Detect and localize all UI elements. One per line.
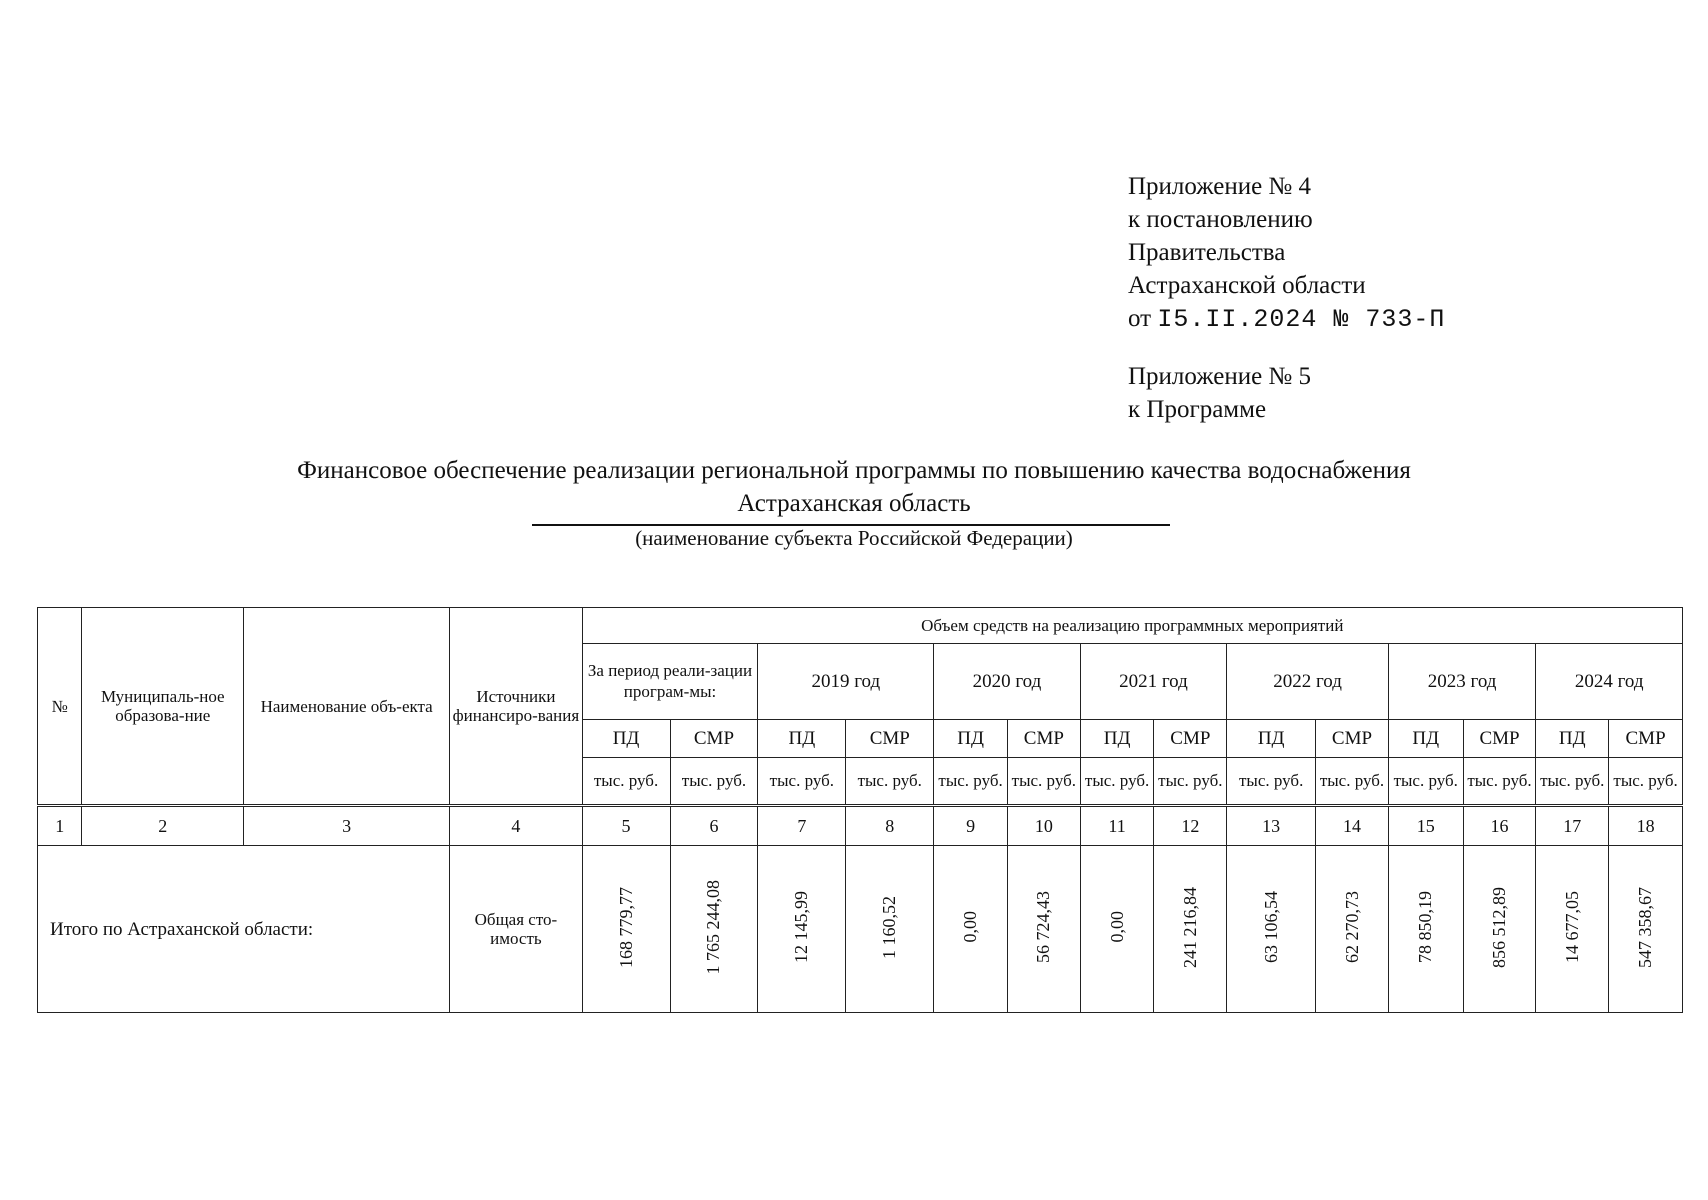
header-smr: СМР (1316, 719, 1389, 757)
column-number: 3 (244, 806, 450, 846)
total-value-2021-pd (1080, 846, 1154, 1013)
header-object: Наименование объ-екта (244, 608, 450, 806)
header-year-2024: 2024 год (1536, 643, 1683, 719)
header-smr: СМР (1609, 719, 1683, 757)
total-value: 241 216,84 (1179, 886, 1200, 968)
header-num: № (38, 608, 82, 806)
column-number: 2 (82, 806, 244, 846)
header-unit: тыс. руб. (1463, 757, 1536, 806)
header-municipality: Муниципаль-ное образова-ние (82, 608, 244, 806)
header-pd: ПД (1080, 719, 1154, 757)
appendix-4-line3: Правительства (1128, 239, 1286, 266)
header-unit: тыс. руб. (1316, 757, 1389, 806)
total-value-period-smr (670, 846, 758, 1013)
column-number: 14 (1316, 806, 1389, 846)
header-period: За период реали-зации програм-мы: (582, 643, 758, 719)
header-pd: ПД (1227, 719, 1316, 757)
header-pd: ПД (934, 719, 1008, 757)
column-number-row (38, 806, 1683, 846)
column-number: 7 (758, 806, 846, 846)
total-value: 0,00 (960, 911, 981, 943)
total-value-2024-smr (1609, 846, 1683, 1013)
total-row (38, 846, 1683, 1013)
appendix-4-block (1128, 170, 1445, 336)
header-smr: СМР (846, 719, 934, 757)
column-number: 8 (846, 806, 934, 846)
date-prefix: от (1128, 305, 1152, 332)
header-unit: тыс. руб. (1388, 757, 1463, 806)
total-source: Общая сто-имость (450, 846, 582, 1013)
total-value-2020-pd (934, 846, 1008, 1013)
header-year-2019: 2019 год (758, 643, 934, 719)
header-pd: ПД (1536, 719, 1609, 757)
header-unit: тыс. руб. (1154, 757, 1227, 806)
total-value: 1 765 244,08 (703, 879, 724, 975)
header-year-2022: 2022 год (1227, 643, 1389, 719)
header-unit: тыс. руб. (934, 757, 1008, 806)
header-smr: СМР (1463, 719, 1536, 757)
total-value: 78 850,19 (1415, 891, 1436, 964)
appendix-4-title: Приложение № 4 (1128, 173, 1312, 200)
appendix-5-block (1128, 360, 1311, 426)
header-unit: тыс. руб. (1227, 757, 1316, 806)
total-value-2019-smr (846, 846, 934, 1013)
column-number: 10 (1007, 806, 1080, 846)
column-number: 11 (1080, 806, 1154, 846)
column-number: 1 (38, 806, 82, 846)
total-value: 14 677,05 (1561, 891, 1582, 964)
header-unit: тыс. руб. (582, 757, 670, 806)
appendix-5-line2: к Программе (1128, 396, 1267, 423)
total-value: 168 779,77 (615, 886, 636, 968)
financing-table (37, 607, 1683, 1013)
total-label: Итого по Астраханской области: (38, 846, 450, 1013)
appendix-4-line2: к постановлению (1128, 206, 1313, 233)
total-value: 1 160,52 (879, 895, 900, 959)
total-value: 62 270,73 (1341, 891, 1362, 964)
column-number: 9 (934, 806, 1008, 846)
header-smr: СМР (1007, 719, 1080, 757)
column-number: 17 (1536, 806, 1609, 846)
total-value: 547 358,67 (1635, 886, 1656, 968)
total-value-2021-smr (1154, 846, 1227, 1013)
subject-name: Астраханская область (737, 490, 971, 517)
total-value: 63 106,54 (1260, 891, 1281, 964)
header-unit: тыс. руб. (1609, 757, 1683, 806)
header-year-2023: 2023 год (1388, 643, 1536, 719)
subject-caption: (наименование субъекта Российской Федерации) (635, 526, 1073, 550)
column-number: 12 (1154, 806, 1227, 846)
appendix-4-date (1128, 302, 1445, 336)
total-value-2022-smr (1316, 846, 1389, 1013)
total-value-2023-pd (1388, 846, 1463, 1013)
total-value-2023-smr (1463, 846, 1536, 1013)
column-number: 15 (1388, 806, 1463, 846)
total-value-2024-pd (1536, 846, 1609, 1013)
total-value: 0,00 (1106, 911, 1127, 943)
header-unit: тыс. руб. (846, 757, 934, 806)
total-value: 56 724,43 (1033, 891, 1054, 964)
header-unit: тыс. руб. (1536, 757, 1609, 806)
header-pd: ПД (582, 719, 670, 757)
header-smr: СМР (670, 719, 758, 757)
appendix-5-title: Приложение № 5 (1128, 363, 1312, 390)
column-number: 13 (1227, 806, 1316, 846)
header-unit: тыс. руб. (1080, 757, 1154, 806)
header-unit: тыс. руб. (1007, 757, 1080, 806)
header-year-2021: 2021 год (1080, 643, 1227, 719)
document-title: Финансовое обеспечение реализации региональной программы по повышению качества водоснабжения (297, 457, 1411, 484)
total-value: 12 145,99 (791, 891, 812, 964)
header-unit: тыс. руб. (758, 757, 846, 806)
header-pd: ПД (1388, 719, 1463, 757)
header-volume: Объем средств на реализацию программных мероприятий (582, 608, 1682, 644)
total-value-2020-smr (1007, 846, 1080, 1013)
date-number: I5.II.2024 № 733-П (1157, 305, 1446, 334)
total-value-period-pd (582, 846, 670, 1013)
header-smr: СМР (1154, 719, 1227, 757)
column-number: 6 (670, 806, 758, 846)
column-number: 4 (450, 806, 582, 846)
header-pd: ПД (758, 719, 846, 757)
total-value-2019-pd (758, 846, 846, 1013)
header-sources: Источники финансиро-вания (450, 608, 582, 806)
header-unit: тыс. руб. (670, 757, 758, 806)
appendix-4-line4: Астраханской области (1128, 272, 1366, 299)
column-number: 16 (1463, 806, 1536, 846)
column-number: 18 (1609, 806, 1683, 846)
column-number: 5 (582, 806, 670, 846)
header-year-2020: 2020 год (934, 643, 1081, 719)
total-value-2022-pd (1227, 846, 1316, 1013)
total-value: 856 512,89 (1489, 886, 1510, 968)
